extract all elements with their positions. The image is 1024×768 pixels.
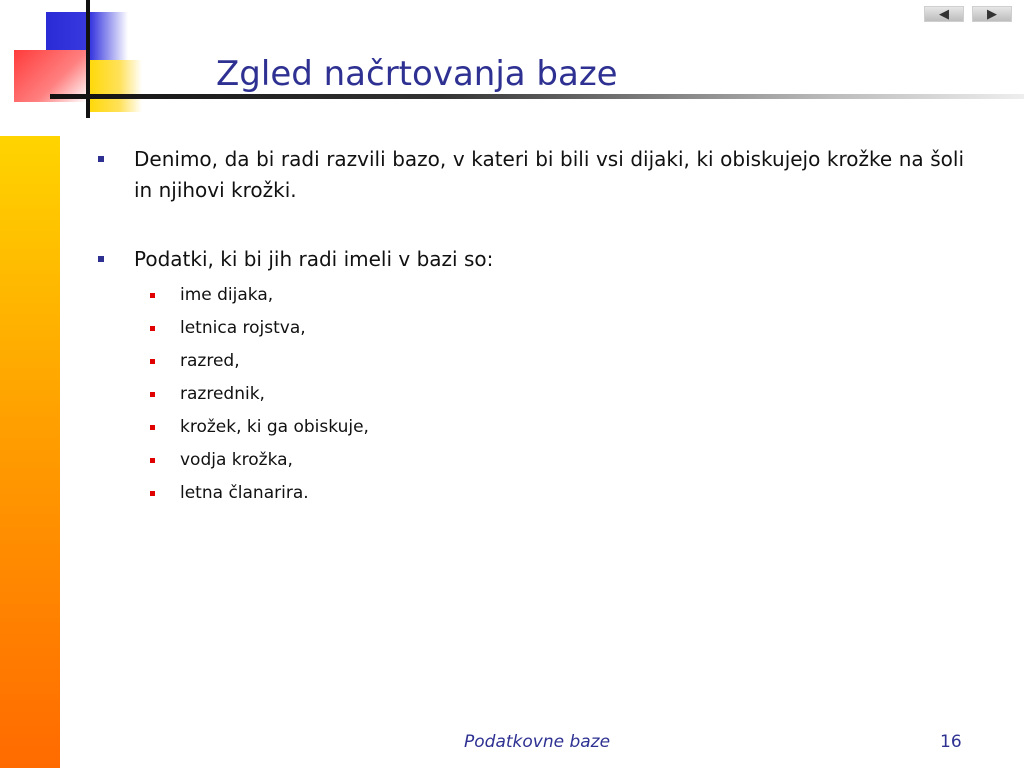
red-square-bullet-icon [150, 293, 155, 298]
sub-list-item [150, 345, 964, 378]
footer-course-title: Podatkovne baze [464, 732, 611, 752]
next-slide-button[interactable] [972, 6, 1012, 22]
left-gradient-bar [0, 136, 60, 768]
sub-item-text: letnica rojstva, [180, 318, 306, 338]
red-square-bullet-icon [150, 425, 155, 430]
red-square-bullet-icon [150, 326, 155, 331]
page-number: 16 [940, 732, 962, 752]
slide-content [96, 144, 964, 510]
sub-list-item [150, 279, 964, 312]
prev-slide-button[interactable] [924, 6, 964, 22]
bullet-item [96, 144, 964, 206]
sub-list-item [150, 312, 964, 345]
decorative-logo-blocks [0, 0, 240, 130]
sub-list-item [150, 411, 964, 444]
vertical-rule [86, 0, 90, 118]
sub-item-text: krožek, ki ga obiskuje, [180, 417, 369, 437]
red-square-bullet-icon [150, 359, 155, 364]
sub-item-text: vodja krožka, [180, 450, 293, 470]
bullet-text: Denimo, da bi radi razvili bazo, v kateri bi bili vsi dijaki, ki obiskujejo krožke na šoli in njihovi krožki. [134, 147, 964, 202]
square-bullet-icon [98, 156, 104, 162]
triangle-right-icon: ▶ [987, 6, 997, 22]
slide-title: Zgled načrtovanja baze [216, 54, 618, 94]
yellow-square [86, 60, 142, 112]
sub-item-text: letna članarira. [180, 483, 309, 503]
sub-list-item [150, 378, 964, 411]
sub-item-text: razred, [180, 351, 240, 371]
red-square-bullet-icon [150, 491, 155, 496]
square-bullet-icon [98, 256, 104, 262]
sub-bullet-list [96, 279, 964, 510]
title-underline-rule [50, 94, 1024, 99]
bullet-item [96, 244, 964, 275]
sub-list-item [150, 444, 964, 477]
triangle-left-icon: ◀ [939, 6, 949, 22]
red-square-bullet-icon [150, 458, 155, 463]
bullet-text: Podatki, ki bi jih radi imeli v bazi so: [134, 247, 494, 271]
sub-item-text: razrednik, [180, 384, 265, 404]
sub-list-item [150, 477, 964, 510]
sub-item-text: ime dijaka, [180, 285, 274, 305]
red-square-bullet-icon [150, 392, 155, 397]
